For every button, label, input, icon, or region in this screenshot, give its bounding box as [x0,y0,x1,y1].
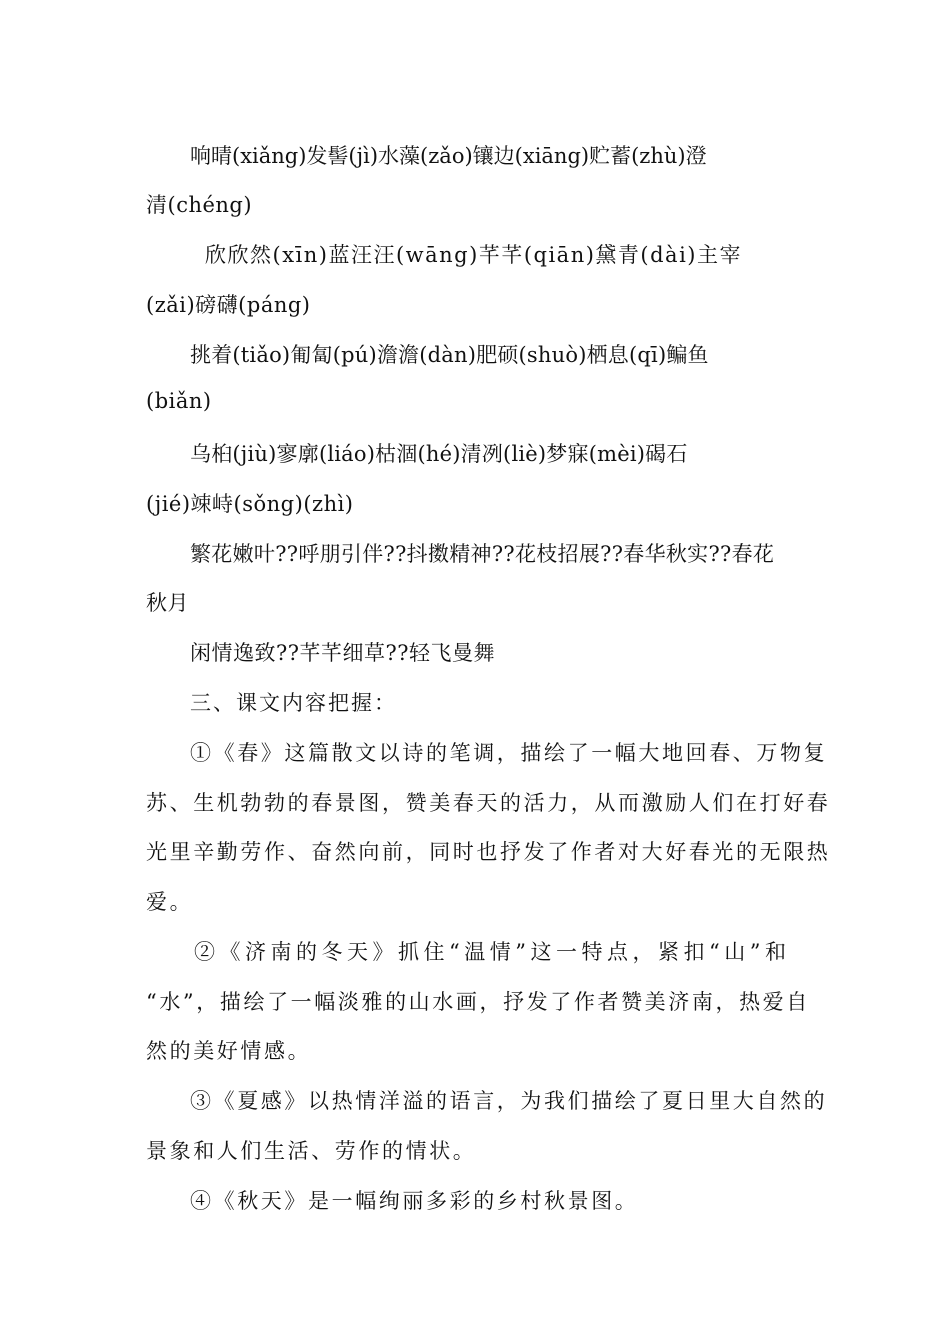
text-line: 闲情逸致??芊芊细草??轻飞曼舞 [190,641,496,665]
text-line: ④《秋天》是一幅绚丽多彩的乡村秋景图。 [190,1189,639,1213]
text-line: 挑着(tiǎo)匍匐(pú)澹澹(dàn)肥硕(shuò)栖息(qī)鳊鱼 [190,343,709,367]
text-line: 繁花嫩叶??呼朋引伴??抖擞精神??花枝招展??春华秋实??春花 [190,542,775,566]
text-line: ②《济南的冬天》抓住“温情”这一特点，紧扣“山”和 [194,940,791,964]
text-line: 秋月 [146,591,189,615]
text-line: 苏、生机勃勃的春景图，赞美春天的活力，从而激励人们在打好春 [146,791,831,815]
text-line: 清(chéng) [146,193,253,217]
section-heading: 三、课文内容把握： [190,691,397,715]
text-line: 乌桕(jiù)寥廓(liáo)枯涸(hé)清冽(liè)梦寐(mèi)碣石 [190,442,688,466]
text-line: 欣欣然(xīn)蓝汪汪(wāng)芊芊(qiān)黛青(dài)主宰 [205,243,742,267]
text-line: 光里辛勤劳作、奋然向前，同时也抒发了作者对大好春光的无限热 [146,840,831,864]
text-line: 然的美好情感。 [146,1039,312,1063]
text-line: (zǎi)磅礴(páng) [146,293,311,317]
text-line: ③《夏感》以热情洋溢的语言，为我们描绘了夏日里大自然的 [190,1089,828,1113]
text-line: ①《春》这篇散文以诗的笔调，描绘了一幅大地回春、万物复 [190,741,828,765]
text-line: (biǎn) [146,389,212,413]
text-line: (jié)竦峙(sǒng)(zhì) [146,492,354,516]
text-line: 爱。 [146,890,194,914]
text-line: 响晴(xiǎng)发髻(jì)水藻(zǎo)镶边(xiāng)贮蓄(zhù)澄 [190,144,707,168]
text-line: 景象和人们生活、劳作的情状。 [146,1139,477,1163]
text-line: “水”，描绘了一幅淡雅的山水画，抒发了作者赞美济南，热爱自 [146,990,810,1014]
